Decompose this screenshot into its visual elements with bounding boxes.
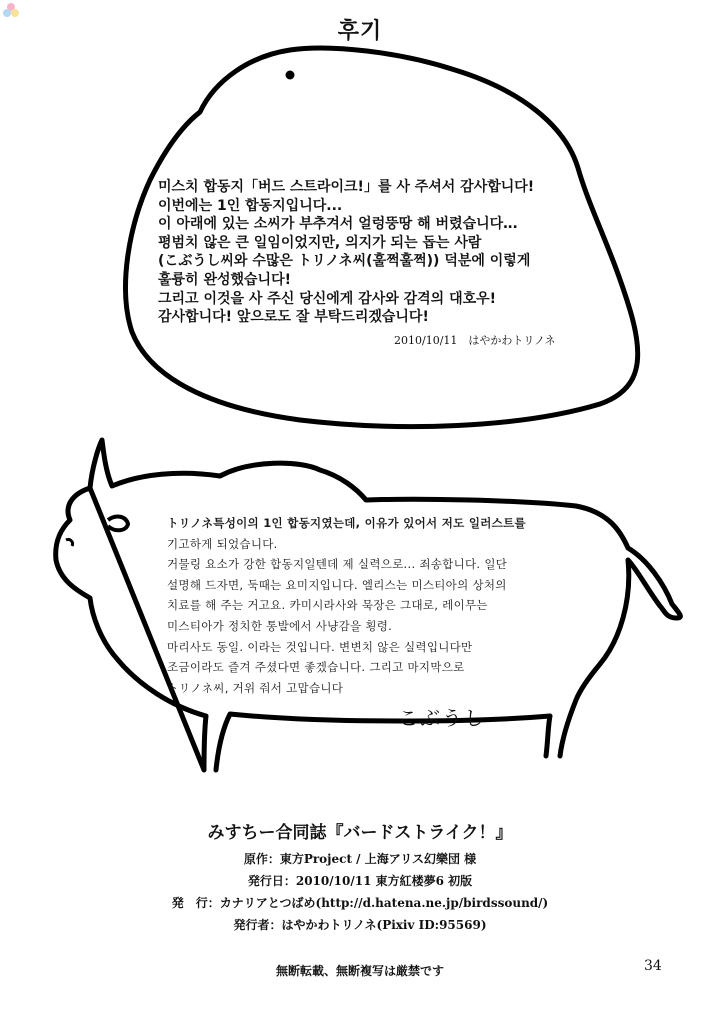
page-title: 후기 (337, 19, 383, 44)
cow-line: 미스티아가 정치한 통발에서 사냥감을 횡령. (167, 618, 393, 633)
cow-eye (108, 517, 128, 531)
blob-line: 이 아래에 있는 소씨가 부추겨서 얼렁뚱땅 해 버렸습니다‥. (158, 216, 518, 233)
cow-message (167, 513, 597, 698)
cow-line: 조금이라도 즐겨 주셨다면 좋겠습니다. 그리고 마지막으로 (167, 660, 465, 675)
blob-message (158, 178, 598, 327)
colophon-publisher: 発 行：カナリアとつばめ(http://d.hatena.ne.jp/birdssound/) (171, 896, 549, 910)
cow-line: 기고하게 되었습니다. (167, 536, 278, 551)
blob-line: 감사합니다! 앞으로도 잘 부탁드리겠습니다! (158, 309, 429, 326)
colophon-title: みすちー合同誌『バードストライク！』 (207, 823, 513, 843)
blob-line: 훌륭히 완성했습니다! (158, 271, 291, 288)
cow-signature: こぶうし (398, 706, 486, 730)
cow-line: トリノネ특성이의 1인 합동지였는데, 이유가 있어서 저도 일러스트를 (167, 516, 526, 530)
cow-line: 마리사도 동일. 이라는 것입니다. 변변치 않은 실력입니다만 (167, 639, 473, 654)
colophon-author: 発行者：はやかわトリノネ(Pixiv ID:95569) (233, 918, 487, 932)
blob-line: 평범치 않은 큰 일임이었지만, 의지가 되는 돕는 사람 (158, 234, 482, 251)
colophon-date: 発行日：2010/10/11 東方紅楼夢6 初版 (247, 874, 473, 888)
blob-line: 그리고 이것을 사 주신 당신에게 감사와 감격의 대호우! (158, 290, 497, 307)
colophon-original: 原作：東方Project / 上海アリス幻樂団 様 (243, 852, 477, 866)
blob-line: 이번에는 1인 합동지입니다... (158, 197, 343, 214)
copyright-notice: 無断転載、無断複写は厳禁です (275, 964, 444, 978)
cow-nostril (66, 539, 73, 546)
blob-signature: 2010/10/11 はやかわトリノネ (394, 334, 556, 347)
cow-line: 치료를 해 주는 거고요. 카미시라사와 묵장은 그대로, 레이무는 (167, 598, 488, 613)
blob-line: (こぶうし씨와 수많은 トリノネ씨(훌쩍훌쩍)) 덕분에 이렇게 (158, 253, 531, 270)
page-number: 34 (644, 958, 662, 974)
cow-line: トリノネ씨, 거위 줘서 고맙습니다 (167, 680, 344, 695)
cow-line: 거물링 요소가 강한 합동지일텐데 제 실력으로... 죄송합니다. 일단 (167, 557, 508, 572)
bird-eye (286, 71, 295, 80)
blob-line: 미스치 합동지「버드 스트라이크!」를 사 주셔서 감사합니다! (158, 179, 535, 195)
cow-line: 설명해 드자면, 둑때는 요미지입니다. 엘리스는 미스티아의 상처의 (167, 577, 507, 592)
